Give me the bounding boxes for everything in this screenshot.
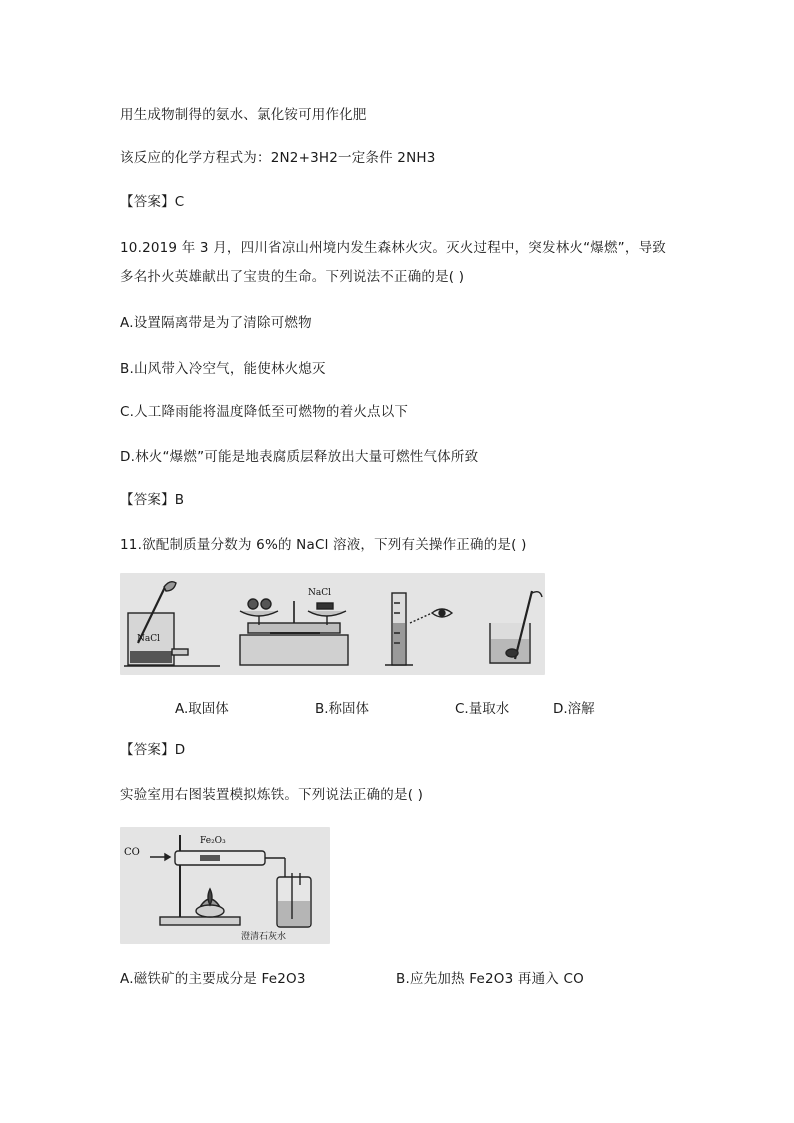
answer-10: 【答案】B bbox=[120, 492, 185, 508]
question-12: 实验室用右图装置模拟炼铁。下列说法正确的是( ) bbox=[120, 787, 424, 803]
question-10-line1: 10.2019 年 3 月，四川省凉山州境内发生森林火灾。灭火过程中，突发林火“爆燃”，导致 bbox=[120, 240, 666, 256]
balance-illustration bbox=[240, 599, 348, 665]
question-12-option-b: B.应先加热 Fe2O3 再通入 CO bbox=[396, 971, 584, 987]
limewater-label: 澄清石灰水 bbox=[241, 932, 287, 942]
answer-11: 【答案】D bbox=[120, 742, 186, 758]
question-11: 11.欲配制质量分数为 6%的 NaCl 溶液，下列有关操作正确的是( ) bbox=[120, 537, 527, 553]
q11-option-c: C.量取水 bbox=[455, 701, 510, 717]
figure-iron-smelting bbox=[120, 827, 330, 944]
question-10-option-c: C.人工降雨能将温度降低至可燃物的着火点以下 bbox=[120, 404, 409, 420]
question-12-option-a: A.磁铁矿的主要成分是 Fe2O3 bbox=[120, 971, 306, 987]
q11-option-a: A.取固体 bbox=[175, 701, 229, 717]
beaker-illustration bbox=[490, 591, 542, 663]
reagent-bottle-illustration bbox=[124, 582, 220, 666]
bottle-label: NaCl bbox=[137, 634, 161, 644]
q11-option-b: B.称固体 bbox=[315, 701, 370, 717]
answer-prev: 【答案】C bbox=[120, 194, 185, 210]
cylinder-illustration bbox=[385, 593, 452, 665]
question-10-line2: 多名扑火英雄献出了宝贵的生命。下列说法不正确的是( ) bbox=[120, 269, 465, 285]
balance-label: NaCl bbox=[308, 588, 332, 598]
text-line-equation: 该反应的化学方程式为：2N2+3H2一定条件 2NH3 bbox=[120, 150, 436, 166]
question-10-option-d: D.林火“爆燃”可能是地表腐质层释放出大量可燃性气体所致 bbox=[120, 449, 479, 465]
text-line-ammonia: 用生成物制得的氨水、氯化铵可用作化肥 bbox=[120, 107, 367, 123]
question-10-option-b: B.山风带入冷空气，能使林火熄灭 bbox=[120, 361, 326, 377]
figure-lab-operations bbox=[120, 573, 545, 675]
question-10-option-a: A.设置隔离带是为了清除可燃物 bbox=[120, 315, 312, 331]
co-label: CO bbox=[124, 847, 140, 858]
fe2o3-label: Fe₂O₃ bbox=[200, 836, 226, 846]
q11-option-d: D.溶解 bbox=[553, 701, 595, 717]
apparatus-illustration bbox=[150, 835, 311, 927]
